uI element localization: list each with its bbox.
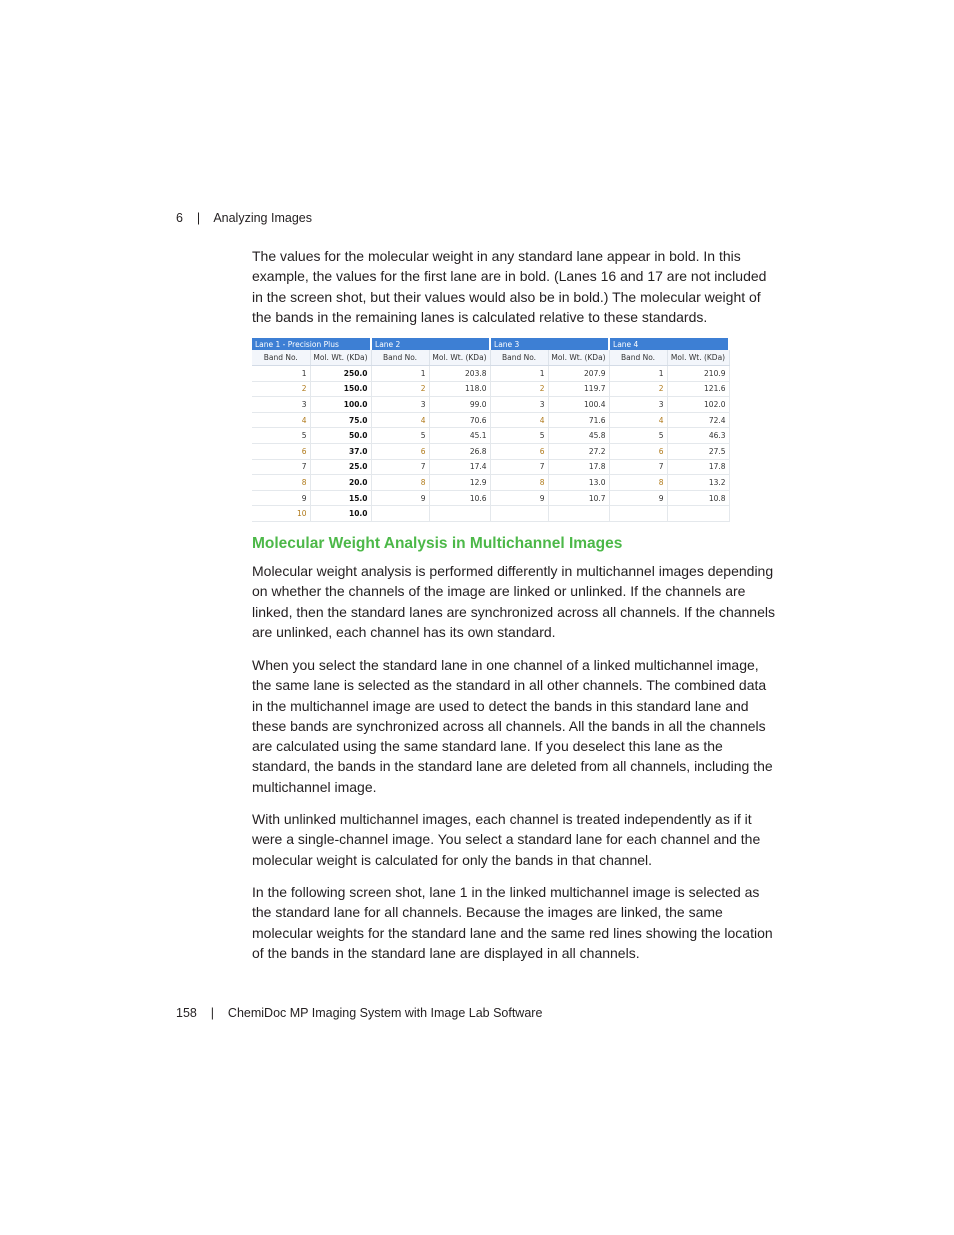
- mol-wt-cell: 207.9: [548, 366, 609, 382]
- band-number-cell: 9: [371, 490, 429, 506]
- band-number-cell: 7: [490, 459, 548, 475]
- mol-wt-cell: 100.4: [548, 397, 609, 413]
- running-header: [176, 211, 312, 225]
- column-header-row: [252, 350, 729, 366]
- table-row[interactable]: [252, 381, 729, 397]
- table-body: [252, 366, 729, 522]
- band-number-cell: 4: [490, 412, 548, 428]
- mol-wt-cell: [548, 506, 609, 522]
- table-row[interactable]: [252, 459, 729, 475]
- band-number-cell: 6: [371, 443, 429, 459]
- band-number-cell: 5: [252, 428, 310, 444]
- mol-wt-cell: 17.4: [429, 459, 490, 475]
- band-number-cell: [490, 506, 548, 522]
- lane-header-3[interactable]: Lane 3: [490, 338, 609, 350]
- band-number-cell: 9: [490, 490, 548, 506]
- band-number-cell: 6: [252, 443, 310, 459]
- paragraph-unlinked-channels: With unlinked multichannel images, each channel is treated independently as if it were a single-channel image. You select a standard lane for each channel and the molecular weight is calculated for only the bands in that channel.: [252, 811, 761, 868]
- table-row[interactable]: [252, 443, 729, 459]
- band-number-cell: 1: [609, 366, 667, 382]
- band-number-cell: 6: [609, 443, 667, 459]
- book-title: ChemiDoc MP Imaging System with Image Lab Software: [227, 1006, 543, 1020]
- band-number-cell: 8: [609, 475, 667, 491]
- mol-wt-cell: 10.0: [310, 506, 371, 522]
- mol-wt-cell: 99.0: [429, 397, 490, 413]
- band-number-cell: 8: [490, 475, 548, 491]
- mol-wt-cell: 210.9: [667, 366, 729, 382]
- table-row[interactable]: [252, 475, 729, 491]
- mol-wt-cell: 45.1: [429, 428, 490, 444]
- running-footer: [176, 1006, 542, 1020]
- band-number-cell: 2: [252, 381, 310, 397]
- lane-header-row: [252, 338, 729, 350]
- band-number-cell: 3: [490, 397, 548, 413]
- section-heading: Molecular Weight Analysis in Multichannel Images: [252, 535, 623, 552]
- page-number: 158: [176, 1006, 197, 1020]
- mol-wt-cell: 10.8: [667, 490, 729, 506]
- band-no-header[interactable]: Band No.: [609, 350, 667, 366]
- band-no-header[interactable]: Band No.: [252, 350, 310, 366]
- mol-wt-cell: 17.8: [667, 459, 729, 475]
- band-number-cell: 9: [252, 490, 310, 506]
- mol-wt-cell: 250.0: [310, 366, 371, 382]
- mol-wt-cell: 50.0: [310, 428, 371, 444]
- band-number-cell: 2: [609, 381, 667, 397]
- mol-wt-cell: 27.5: [667, 443, 729, 459]
- band-number-cell: 6: [490, 443, 548, 459]
- mol-wt-cell: 12.9: [429, 475, 490, 491]
- paragraph-standard-lane-bold: The values for the molecular weight in any standard lane appear in bold. In this example, the values for the first lane are in bold. (Lanes 16 and 17 are not included in the screen shot, but their values would also be in bold.) The molecular weight of the bands in the remaining lanes is calculated relative to these standards.: [252, 248, 767, 325]
- mol-wt-cell: 20.0: [310, 475, 371, 491]
- lane-header-2[interactable]: Lane 2: [371, 338, 490, 350]
- table-row[interactable]: [252, 366, 729, 382]
- mol-wt-header[interactable]: Mol. Wt. (KDa): [667, 350, 729, 366]
- band-number-cell: 2: [371, 381, 429, 397]
- mol-wt-cell: 17.8: [548, 459, 609, 475]
- mol-wt-cell: 119.7: [548, 381, 609, 397]
- mol-wt-cell: 13.0: [548, 475, 609, 491]
- band-number-cell: [609, 506, 667, 522]
- band-number-cell: 10: [252, 506, 310, 522]
- mol-wt-cell: 75.0: [310, 412, 371, 428]
- band-number-cell: 7: [252, 459, 310, 475]
- table-row[interactable]: [252, 506, 729, 522]
- band-number-cell: 9: [609, 490, 667, 506]
- band-number-cell: 3: [371, 397, 429, 413]
- mol-wt-cell: 72.4: [667, 412, 729, 428]
- mol-wt-cell: [429, 506, 490, 522]
- band-number-cell: 1: [490, 366, 548, 382]
- footer-separator: |: [210, 1006, 215, 1020]
- table-row[interactable]: [252, 397, 729, 413]
- table-row[interactable]: [252, 412, 729, 428]
- mol-wt-cell: 10.7: [548, 490, 609, 506]
- band-number-cell: 7: [609, 459, 667, 475]
- band-number-cell: 1: [371, 366, 429, 382]
- mol-wt-cell: 27.2: [548, 443, 609, 459]
- band-number-cell: 1: [252, 366, 310, 382]
- mol-wt-cell: 150.0: [310, 381, 371, 397]
- chapter-title: Analyzing Images: [213, 211, 312, 225]
- band-number-cell: 3: [609, 397, 667, 413]
- mol-wt-cell: 71.6: [548, 412, 609, 428]
- mol-wt-header[interactable]: Mol. Wt. (KDa): [310, 350, 371, 366]
- band-number-cell: 5: [371, 428, 429, 444]
- band-number-cell: 4: [252, 412, 310, 428]
- paragraph-screenshot-description: In the following screen shot, lane 1 in the linked multichannel image is selected as the standard lane for all channels. Because the images are linked, the same molecular weights for the standard lane and the same red lines showing the location of the bands in the standard lane are displayed in all channels.: [252, 884, 773, 961]
- mol-wt-cell: 100.0: [310, 397, 371, 413]
- mol-wt-cell: 70.6: [429, 412, 490, 428]
- paragraph-linked-channels: When you select the standard lane in one channel of a linked multichannel image, the same lane is selected as the standard in all other channels. The combined data in the multichannel image are used to detect the bands in this standard lane and these bands are synchronized across all channels. All the bands in all the channels are calculated using the same standard lane. If you deselect this lane as the standard, the bands in the standard lane are deleted from all channels, including the multichannel image.: [252, 657, 773, 795]
- paragraph-multichannel-intro: Molecular weight analysis is performed differently in multichannel images depending on whether the channels of the image are linked or unlinked. If the channels are linked, then the standard lanes are synchronized across all channels. If the channels are unlinked, each channel has its own standard.: [252, 563, 775, 640]
- molecular-weight-table: [252, 338, 730, 522]
- band-no-header[interactable]: Band No.: [490, 350, 548, 366]
- chapter-number: 6: [176, 211, 183, 225]
- mol-wt-cell: 13.2: [667, 475, 729, 491]
- mol-wt-cell: 15.0: [310, 490, 371, 506]
- mol-wt-cell: 121.6: [667, 381, 729, 397]
- mol-wt-cell: 102.0: [667, 397, 729, 413]
- band-number-cell: [371, 506, 429, 522]
- mol-wt-cell: 118.0: [429, 381, 490, 397]
- mol-wt-cell: 37.0: [310, 443, 371, 459]
- mol-wt-cell: 25.0: [310, 459, 371, 475]
- mol-wt-cell: [667, 506, 729, 522]
- mol-wt-cell: 10.6: [429, 490, 490, 506]
- lane-header-1[interactable]: Lane 1 - Precision Plus: [252, 338, 371, 350]
- band-no-header[interactable]: Band No.: [371, 350, 429, 366]
- band-number-cell: 2: [490, 381, 548, 397]
- mol-wt-cell: 46.3: [667, 428, 729, 444]
- mol-wt-header[interactable]: Mol. Wt. (KDa): [429, 350, 490, 366]
- table-row[interactable]: [252, 490, 729, 506]
- band-number-cell: 8: [371, 475, 429, 491]
- table-row[interactable]: [252, 428, 729, 444]
- band-number-cell: 5: [609, 428, 667, 444]
- mol-wt-cell: 26.8: [429, 443, 490, 459]
- header-separator: |: [196, 211, 201, 225]
- band-number-cell: 4: [371, 412, 429, 428]
- band-number-cell: 4: [609, 412, 667, 428]
- mol-wt-cell: 45.8: [548, 428, 609, 444]
- band-number-cell: 8: [252, 475, 310, 491]
- band-number-cell: 3: [252, 397, 310, 413]
- mol-wt-header[interactable]: Mol. Wt. (KDa): [548, 350, 609, 366]
- mol-wt-cell: 203.8: [429, 366, 490, 382]
- band-number-cell: 7: [371, 459, 429, 475]
- lane-header-4[interactable]: Lane 4: [609, 338, 729, 350]
- band-number-cell: 5: [490, 428, 548, 444]
